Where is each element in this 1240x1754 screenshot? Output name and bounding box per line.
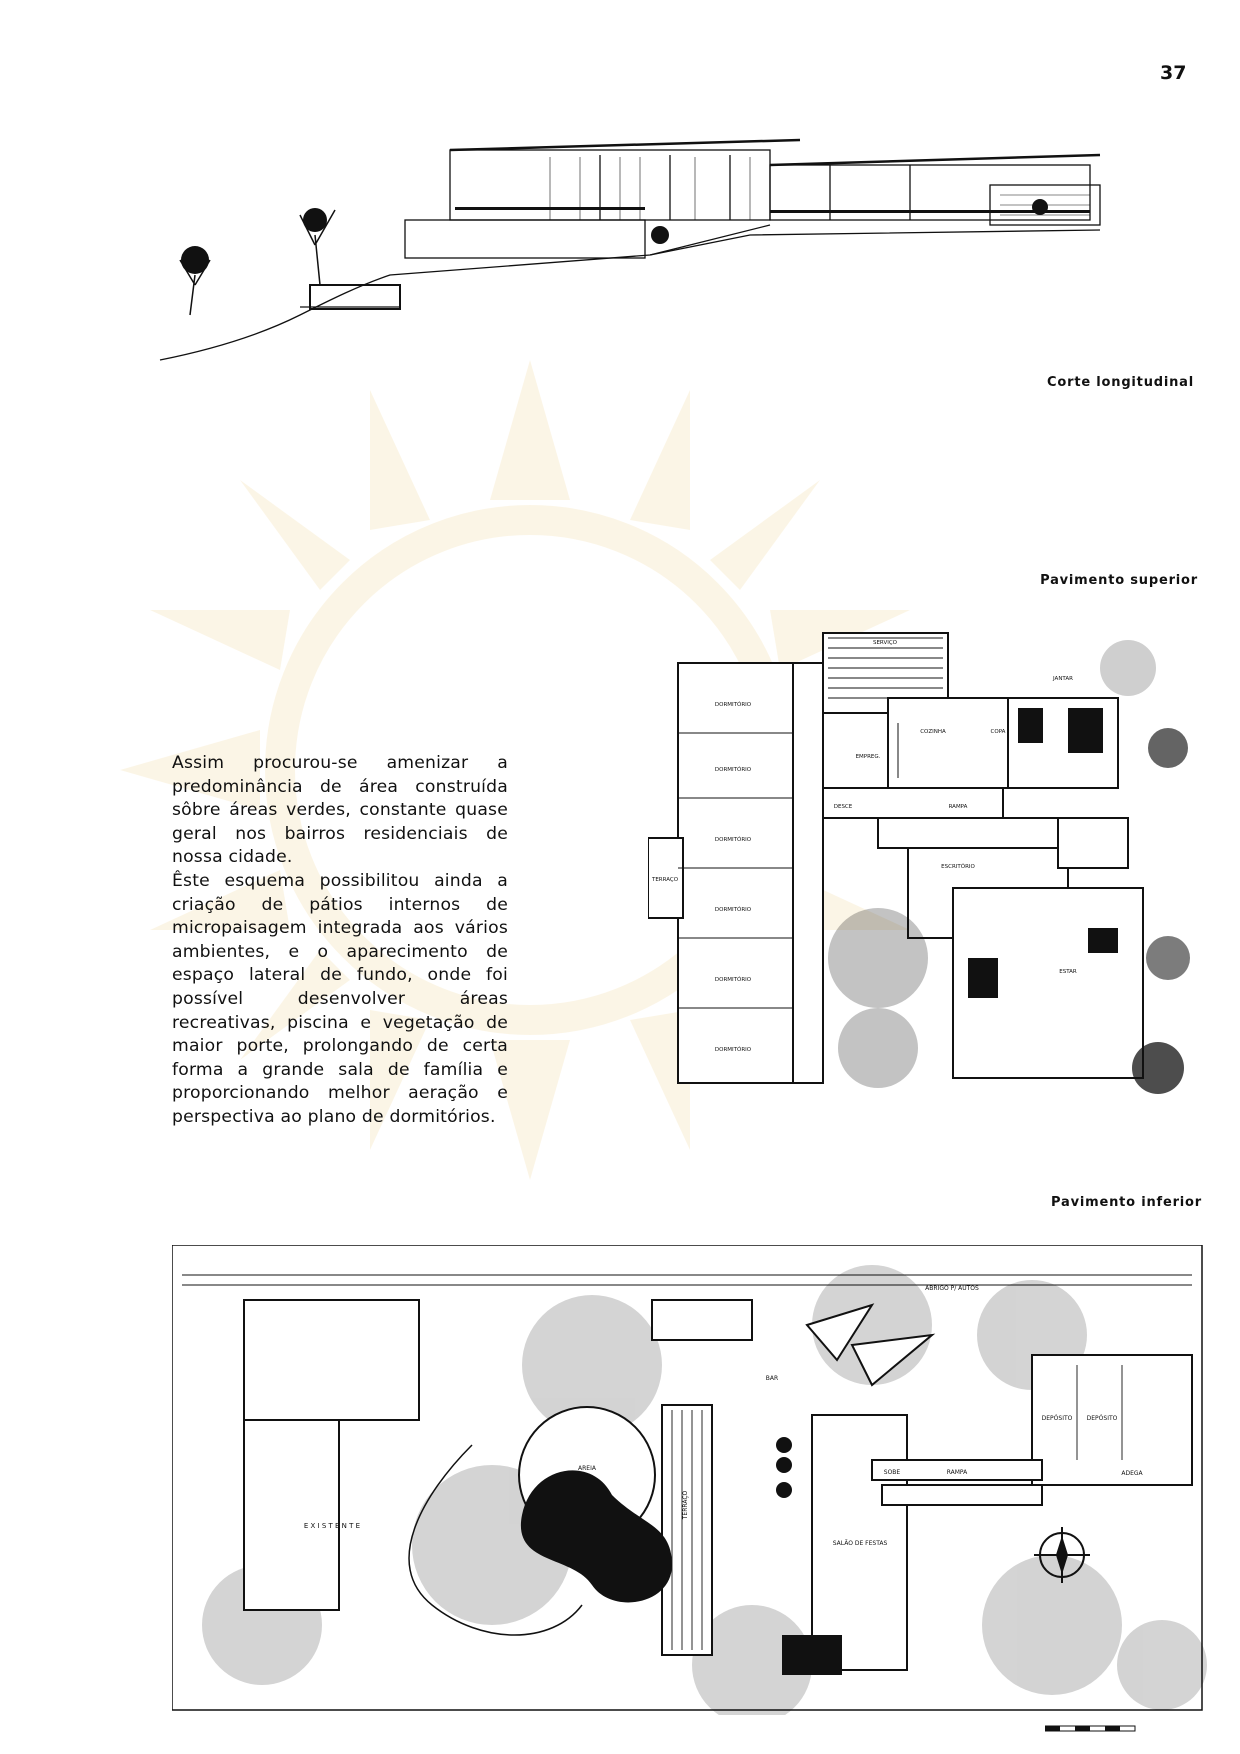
rampa-label: RAMPA [948, 804, 968, 810]
estar-label: ESTAR [1059, 969, 1077, 975]
desce-label: DESCE [833, 804, 853, 810]
longitudinal-section-drawing [150, 135, 1160, 370]
scale-bar [1045, 1722, 1145, 1740]
empregada-label: EMPREG. [855, 754, 881, 760]
rampa-lower-label: RAMPA [946, 1469, 968, 1476]
dorm-label-3: DORMITÓRIO [714, 837, 752, 843]
terraco-label: TERRAÇO [651, 877, 679, 883]
upper-floor-caption: Pavimento superior [1040, 573, 1198, 588]
cozinha-label: COZINHA [920, 729, 946, 735]
salao-festas-label: SALÃO DE FESTAS [832, 1540, 888, 1547]
areia-label: AREIA [578, 1465, 596, 1472]
dorm-label-1: DORMITÓRIO [714, 702, 752, 708]
abrigo-autos-label: ABRIGO P/ AUTOS [925, 1285, 979, 1292]
escritorio-label: ESCRITÓRIO [941, 864, 975, 870]
dorm-label-5: DORMITÓRIO [714, 977, 752, 983]
terraco-lower-label: TERRAÇO [682, 1490, 689, 1520]
deposito-label-1: DEPÓSITO [1041, 1415, 1073, 1422]
page-number: 37 [1160, 62, 1187, 84]
bar-label: BAR [765, 1375, 779, 1382]
deposito-label-2: DEPÓSITO [1086, 1415, 1118, 1422]
dorm-label-4: DORMITÓRIO [714, 907, 752, 913]
adega-label: ADEGA [1121, 1470, 1143, 1477]
existente-label: E X I S T E N T E [303, 1522, 361, 1530]
dorm-label-2: DORMITÓRIO [714, 767, 752, 773]
upper-floor-plan [648, 628, 1198, 1108]
body-text [172, 752, 508, 1130]
body-paragraph-1: Assim procurou-se amenizar a predominância de área construída sôbre áreas verdes, constante quase geral nos bairros residenciais de nossa cidade. [172, 753, 508, 868]
lower-floor-plan [172, 1245, 1207, 1715]
sobe-label: SOBE [883, 1469, 901, 1476]
section-caption: Corte longitudinal [1047, 375, 1194, 390]
copa-label: COPA [990, 729, 1006, 735]
lower-floor-caption: Pavimento inferior [1051, 1195, 1202, 1210]
body-paragraph-2: Êste esquema possibilitou ainda a criação de pátios internos de micropaisagem integrada aos vários ambientes, e o aparecimento de espaço lateral de fundo, onde foi possível desenvolver áreas recreativas, piscina e vegetação de maior porte, prolongando de certa forma a grande sala de família e proporcionando melhor aeração e perspectiva ao plano de dormitórios. [172, 870, 508, 1127]
jantar-label: JANTAR [1053, 676, 1073, 682]
dorm-label-6: DORMITÓRIO [714, 1047, 752, 1053]
servico-label: SERVIÇO [872, 640, 898, 646]
